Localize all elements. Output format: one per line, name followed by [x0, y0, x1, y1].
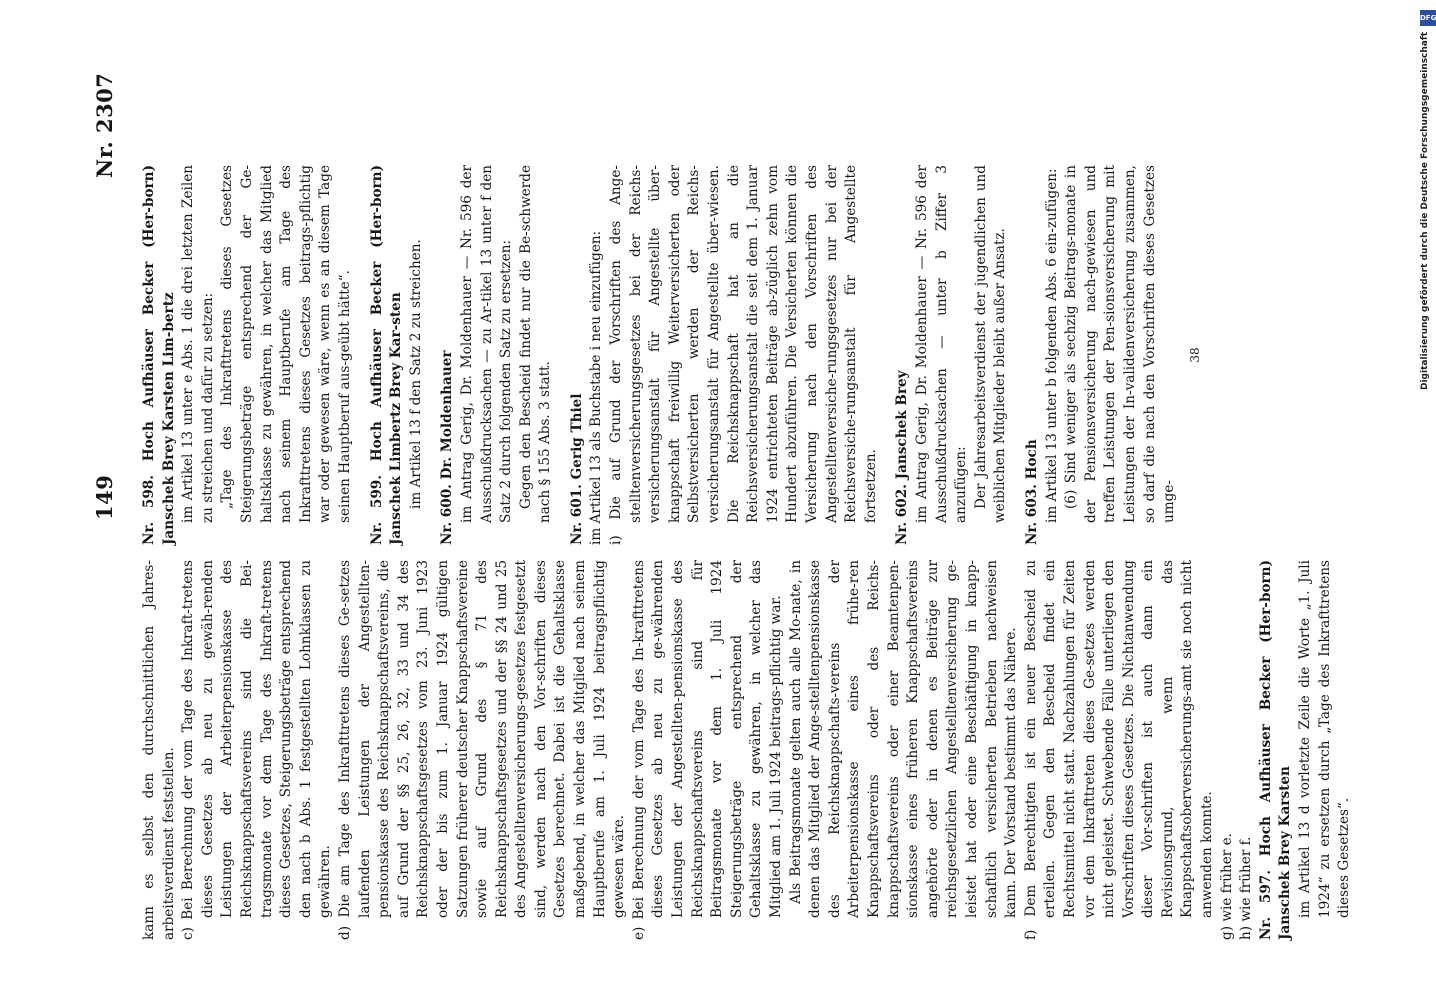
item-g: g) wie früher e. [1218, 833, 1235, 940]
page-number: 149 [92, 474, 117, 520]
item-c: c) Bei Berechnung der vom Tage des Inkraft-tretens dieses Gesetzes ab neu zu gewäh-renden Leistungen der Arbeiterpensionskasse des Reichsknappschaftsvereins sind die Bei-tragsmonate vor dem Tage des Inkraft-tretens dieses Gesetzes, Steigerungsbeträge entsprechend den nach b Abs. 1 festgestellten Lohnklassen zu gewähren. [180, 560, 334, 940]
left-column [140, 560, 1355, 940]
right-column [140, 165, 1205, 545]
item-f: f) Dem Berechtigten ist ein neuer Bescheid zu erteilen. Gegen den Bescheid findet ein Rechtsmittel nicht statt. Nachzahlungen für Zeiten vor dem Inkrafttreten dieses Ge-setzes werden nicht geleistet. Schwebende Fälle unterliegen den Vorschriften dieses Gesetzes. Die Nichtanwendung dieser Vor-schriften ist auch dann ein Revisionsgrund, wenn das Knappschaftsoberversicherungs-amt sie noch nicht anwenden konnte. [1022, 560, 1216, 940]
sheet-mark: 38 [1187, 347, 1202, 363]
motion-heading: Nr. 603. Hoch [1023, 439, 1040, 545]
motion-text: im Artikel 13 f den Satz 2 zu streichen. [407, 239, 424, 509]
document-number: Nr. 2307 [92, 72, 117, 178]
item-i: i) Die auf Grund der Vorschriften des Ange-stelltenversicherungsgesetzes bei der Reichs-versicherungsanstalt für Angestellte über-knappschaft freiwillig Weiterversicherten oder Selbstversicherten werden der Reichs-versicherungsanstalt für Angestellte über-wiesen. Die Reichsknappschaft hat an die Reichsversicherungsanstalt die seit dem 1. Januar 1924 entrichteten Beiträge ab-züglich zehn vom Hundert abzuführen. Die Versicherten können die Versicherung nach den Vorschriften des Angestelltenversiche-rungsgesetzes nur bei der Reichsversiche-rungsanstalt für Angestellte fortsetzen. [608, 165, 879, 545]
motion-heading: Nr. 601. Gerig Thiel [568, 393, 585, 545]
motion-text: im Artikel 13 als Buchstabe i neu einzufügen: [588, 230, 605, 545]
paragraph: Als Beitragsmonate gelten auch alle Mo-nate, in denen das Mitglied der Ange-stelltenpensionskasse des Reichsknappschafts-vereins der Arbeiterpensionskasse eines frühe-ren Knappschaftsvereins oder des Reichs-knappschaftsvereins oder einer Beamtenpen-sionskasse eines früheren Knappschaftsvereins angehörte oder in denen es Beiträge zur reichsgesetzlichen Angestelltenversicherung ge-leistet hat oder eine Beschäftigung in knapp-schaftlich versicherten Betrieben nachweisen kann. Der Vorstand bestimmt das Nähere. [787, 560, 1020, 918]
paragraph: kann es selbst den durchschnittlichen Jahres-arbeitsverdienst feststellen. [141, 560, 177, 940]
motion-text: im Artikel 13 d vorletzte Zeile die Worte „1. Juli 1924“ zu ersetzen durch „Tage des Inkrafttretens dieses Gesetzes“. [1297, 560, 1353, 918]
item-e: e) Bei Berechnung der vom Tage des In-krafttretens dieses Gesetzes ab neu zu ge-währenden Leistungen der Angestellten-pensionskasse des Reichsknappschaftsvereins sind für Beitragsmonate vor dem 1. Juli 1924 Steigerungsbeträge entsprechend der Gehaltsklasse zu gewähren, in welcher das Mitglied am 1. Juli 1924 beitrags-pflichtig war. [630, 560, 784, 940]
motion-heading: Nr. 598. Hoch Aufhäuser Becker (Her-born) Janschek Brey Karsten Lim-bertz [141, 165, 177, 545]
motion-text: im Artikel 13 unter b folgenden Abs. 6 ein-zufügen: [1043, 168, 1060, 523]
dfg-logo: DFG [1420, 10, 1436, 26]
motion-heading: Nr. 602. Janschek Brey [894, 370, 911, 545]
rotated-document-page [0, 60, 1380, 1000]
motion-heading: Nr. 600. Dr. Moldenhauer [439, 350, 456, 545]
motion-heading: Nr. 599. Hoch Aufhäuser Becker (Her-born) Janschek Limbertz Brey Kar-sten [368, 165, 405, 545]
motion-quote: (6) Sind weniger als sechzig Beitrags-monate in der Pensionsversicherung nach-gewiesen und treffen Leistungen der Pen-sionsversicherung mit Leistungen der In-validenversicherung zusammen, so darf die nach den Vorschriften dieses Gesetzes umge- [1063, 165, 1178, 523]
digitization-credit [1420, 30, 1436, 390]
motion-text: im Antrag Gerig, Dr. Moldenhauer — Nr. 596 der Ausschußdrucksachen — unter b Ziffer 3 anzufügen: [913, 165, 970, 523]
motion-quote: „Tage des Inkrafttretens dieses Gesetzes Steigerungsbeträge entsprechend der Ge-haltsklasse zu gewähren, in welcher das Mitglied nach seinem Hauptberufe am Tage des Inkrafttretens dieses Gesetzes beitrags-pflichtig war oder gewesen wäre, wenn es an diesem Tage seinen Hauptberuf aus-geübt hätte“. [219, 165, 353, 523]
motion-text: im Antrag Gerig, Dr. Moldenhauer — Nr. 596 der Ausschußdrucksachen — zu Ar-tikel 13 unter f den Satz 2 durch folgenden Satz zu ersetzen: [458, 165, 515, 523]
digitization-credit-text: Digitalisierung gefördert durch die Deutsche Forschungsgemeinschaft [1420, 31, 1430, 390]
item-d: d) Die am Tage des Inkrafttretens dieses Ge-setzes laufenden Leistungen der Angestellten-pensionskasse des Reichsknappschaftsvereins, die auf Grund der §§ 25, 26, 32, 33 und 34 des Reichsknappschaftsgesetzes vom 23. Juni 1923 oder der bis zum 1. Januar 1924 gültigen Satzungen früherer deutscher Knappschaftsvereine sowie auf Grund des § 71 des Reichsknappschaftsgesetzes und der §§ 24 und 25 des Angestelltenversicherungs-gesetzes festgesetzt sind, werden nach den Vor-schriften dieses Gesetzes berechnet. Dabei ist die Gehaltsklasse maßgebend, in welcher das Mitglied nach seinem Hauptberufe am 1. Juli 1924 beitragspflichtig gewesen wäre. [336, 560, 628, 940]
motion-quote: Der Jahresarbeitsverdienst der jugendlichen und weiblichen Mitglieder bleibt außer Ansatz. [972, 165, 1009, 523]
item-h: h) wie früher f. [1238, 836, 1255, 940]
motion-text: im Artikel 13 unter e Abs. 1 die drei letzten Zeilen zu streichen und dafür zu setzen: [180, 165, 216, 523]
motion-heading: Nr. 597. Hoch Aufhäuser Becker (Her-born) Janschek Brey Karsten [1257, 560, 1294, 940]
motion-quote: Gegen den Bescheid findet nur die Be-schwerde nach § 155 Abs. 3 statt. [517, 165, 554, 523]
